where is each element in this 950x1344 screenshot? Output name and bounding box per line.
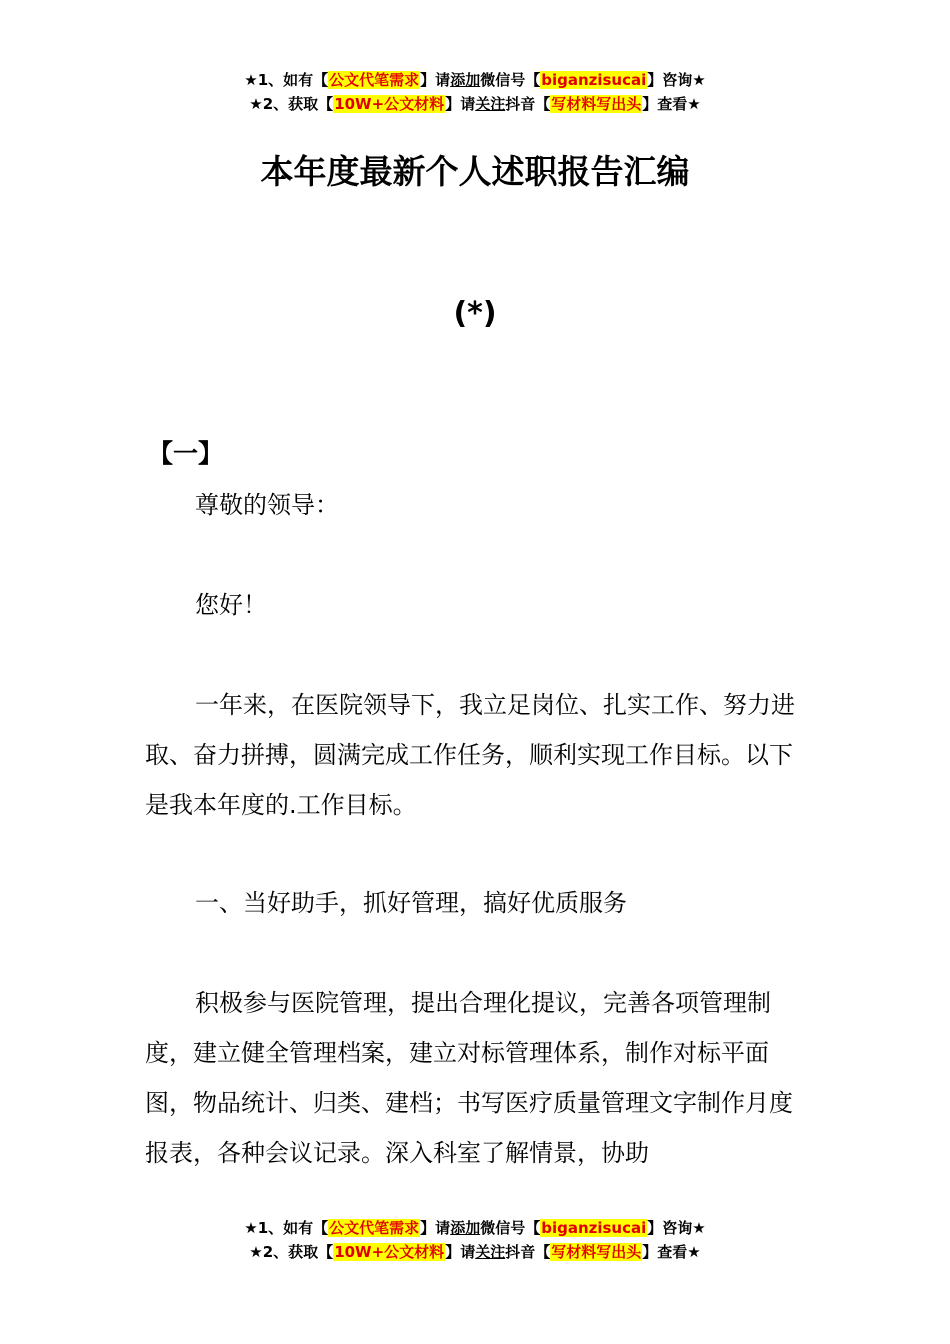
greeting: 尊敬的领导： — [195, 491, 339, 519]
paragraph-1: 一年来，在医院领导下，我立足岗位、扎实工作、努力进取、奋力拼搏，圆满完成工作任务，顺利实现工作目标。以下是我本年度的.工作目标。 — [145, 691, 795, 819]
highlight-text: 写材料写出头 — [551, 1243, 642, 1261]
paragraph-2: 积极参与医院管理，提出合理化提议，完善各项管理制度，建立健全管理档案，建立对标管理体系，制作对标平面图，物品统计、归类、建档；书写医疗质量管理文字制作月度报表，各种会议记录。深入科室了解情景，协助 — [145, 989, 793, 1167]
promo-banner-top — [0, 68, 950, 116]
promo-line-2: ★2、获取【10W+公文材料】请关注抖音【写材料写出头】查看★ — [249, 1243, 701, 1261]
section-heading-1: 一、当好助手，抓好管理，搞好优质服务 — [195, 889, 627, 917]
highlight-text: biganzisucai — [541, 1219, 647, 1237]
emphasis-text: 添加 — [450, 71, 481, 89]
document-subtitle: (*) — [453, 296, 497, 331]
promo-line-2: ★2、获取【10W+公文材料】请关注抖音【写材料写出头】查看★ — [249, 95, 701, 113]
promo-line-1: ★1、如有【公文代笔需求】请添加微信号【biganzisucai】咨询★ — [244, 1219, 706, 1237]
promo-line-1: ★1、如有【公文代笔需求】请添加微信号【biganzisucai】咨询★ — [244, 71, 706, 89]
emphasis-text: 添加 — [450, 1219, 481, 1237]
hello-line: 您好！ — [195, 591, 267, 619]
emphasis-text: 关注 — [475, 1243, 506, 1261]
highlight-text: 公文代笔需求 — [329, 1219, 420, 1237]
highlight-text: biganzisucai — [541, 71, 647, 89]
highlight-text: 10W+公文材料 — [334, 95, 445, 113]
document-title: 本年度最新个人述职报告汇编 — [260, 152, 690, 191]
highlight-text: 公文代笔需求 — [329, 71, 420, 89]
promo-banner-bottom — [0, 1216, 950, 1264]
highlight-text: 10W+公文材料 — [334, 1243, 445, 1261]
highlight-text: 写材料写出头 — [551, 95, 642, 113]
emphasis-text: 关注 — [475, 95, 506, 113]
section-marker: 【一】 — [148, 439, 224, 468]
